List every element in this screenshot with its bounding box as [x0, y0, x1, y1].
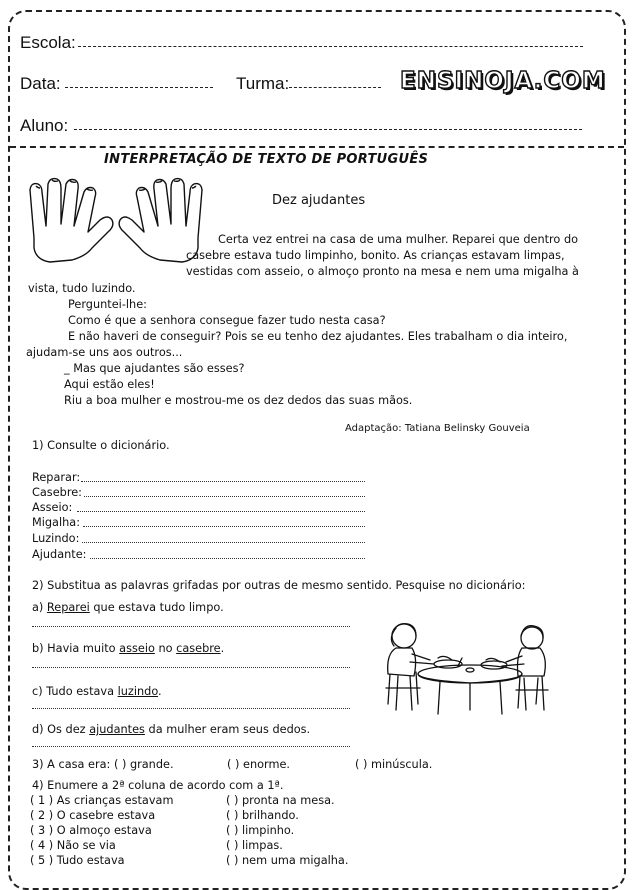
worksheet-title: INTERPRETAÇÃO DE TEXTO DE PORTUGUÊS	[104, 152, 429, 167]
answer-line[interactable]	[82, 542, 365, 543]
question-3-option[interactable]: ( ) enorme.	[227, 758, 291, 771]
dictionary-word: Asseio:	[32, 501, 73, 514]
question-3-prompt: 3) A casa era: ( ) grande.	[32, 758, 174, 771]
story-line: vestidas com asseio, o almoço pronto na mesa e nem uma migalha à	[186, 265, 579, 278]
answer-line[interactable]	[77, 511, 365, 512]
story-line: E não haveri de conseguir? Pois se eu tenho dez ajudantes. Eles trabalham o dia inteiro,	[68, 330, 568, 343]
site-logo: ENSINOJA.COM	[400, 68, 606, 94]
turma-label: Turma:	[236, 74, 290, 93]
turma-field[interactable]	[289, 87, 381, 88]
match-right-item[interactable]: ( ) limpinho.	[226, 824, 295, 837]
aluno-field[interactable]	[74, 129, 582, 130]
match-right-item[interactable]: ( ) nem uma migalha.	[226, 854, 349, 867]
story-line: Como é que a senhora consegue fazer tudo nesta casa?	[68, 314, 386, 327]
escola-label: Escola:	[20, 33, 76, 52]
answer-line[interactable]	[84, 496, 365, 497]
dictionary-word: Luzindo:	[32, 532, 80, 545]
match-left-item: ( 5 ) Tudo estava	[30, 854, 125, 867]
story-line: casebre estava tudo limpinho, bonito. As crianças estavam limpas,	[186, 249, 565, 262]
question-2d: d) Os dez ajudantes da mulher eram seus dedos.	[32, 723, 311, 736]
question-1-prompt: 1) Consulte o dicionário.	[32, 439, 170, 452]
dictionary-word: Ajudante:	[32, 548, 87, 561]
match-left-item: ( 2 ) O casebre estava	[30, 809, 156, 822]
answer-line[interactable]	[32, 667, 350, 668]
story-line: _ Mas que ajudantes são esses?	[64, 362, 245, 375]
escola-field[interactable]	[78, 46, 583, 47]
match-right-item[interactable]: ( ) limpas.	[226, 839, 283, 852]
answer-line[interactable]	[83, 526, 365, 527]
story-title: Dez ajudantes	[272, 193, 366, 208]
header-divider	[10, 146, 624, 148]
story-credit: Adaptação: Tatiana Belinsky Gouveia	[345, 423, 530, 434]
question-2a: a) Reparei que estava tudo limpo.	[32, 601, 224, 614]
match-right-item[interactable]: ( ) brilhando.	[226, 809, 299, 822]
answer-line[interactable]	[32, 746, 350, 747]
question-4-prompt: 4) Enumere a 2ª coluna de acordo com a 1ª.	[32, 779, 284, 792]
story-line: Riu a boa mulher e mostrou-me os dez dedos das suas mãos.	[64, 394, 413, 407]
answer-line[interactable]	[81, 481, 365, 482]
children-eating-illustration	[374, 614, 564, 718]
question-2-prompt: 2) Substitua as palavras grifadas por outras de mesmo sentido. Pesquise no dicionário:	[32, 579, 526, 592]
story-line: ajudam-se uns aos outros...	[26, 346, 183, 359]
question-2c: c) Tudo estava luzindo.	[32, 685, 162, 698]
hands-illustration	[26, 176, 206, 274]
story-line: Perguntei-lhe:	[68, 298, 147, 311]
question-3-option[interactable]: ( ) minúscula.	[355, 758, 433, 771]
story-line: vista, tudo luzindo.	[28, 282, 136, 295]
data-field[interactable]	[65, 87, 213, 88]
dictionary-word: Migalha:	[32, 516, 81, 529]
story-line: Certa vez entrei na casa de uma mulher. Reparei que dentro do	[218, 233, 579, 246]
dictionary-word: Casebre:	[32, 486, 82, 499]
question-2b: b) Havia muito asseio no casebre.	[32, 642, 225, 655]
answer-line[interactable]	[90, 558, 365, 559]
dictionary-word: Reparar:	[32, 471, 81, 484]
answer-line[interactable]	[32, 626, 350, 627]
answer-line[interactable]	[32, 708, 350, 709]
match-left-item: ( 4 ) Não se via	[30, 839, 116, 852]
story-line: Aqui estão eles!	[64, 378, 155, 391]
match-left-item: ( 3 ) O almoço estava	[30, 824, 152, 837]
match-left-item: ( 1 ) As crianças estavam	[30, 794, 174, 807]
aluno-label: Aluno:	[20, 116, 69, 135]
data-label: Data:	[20, 74, 61, 93]
match-right-item[interactable]: ( ) pronta na mesa.	[226, 794, 335, 807]
